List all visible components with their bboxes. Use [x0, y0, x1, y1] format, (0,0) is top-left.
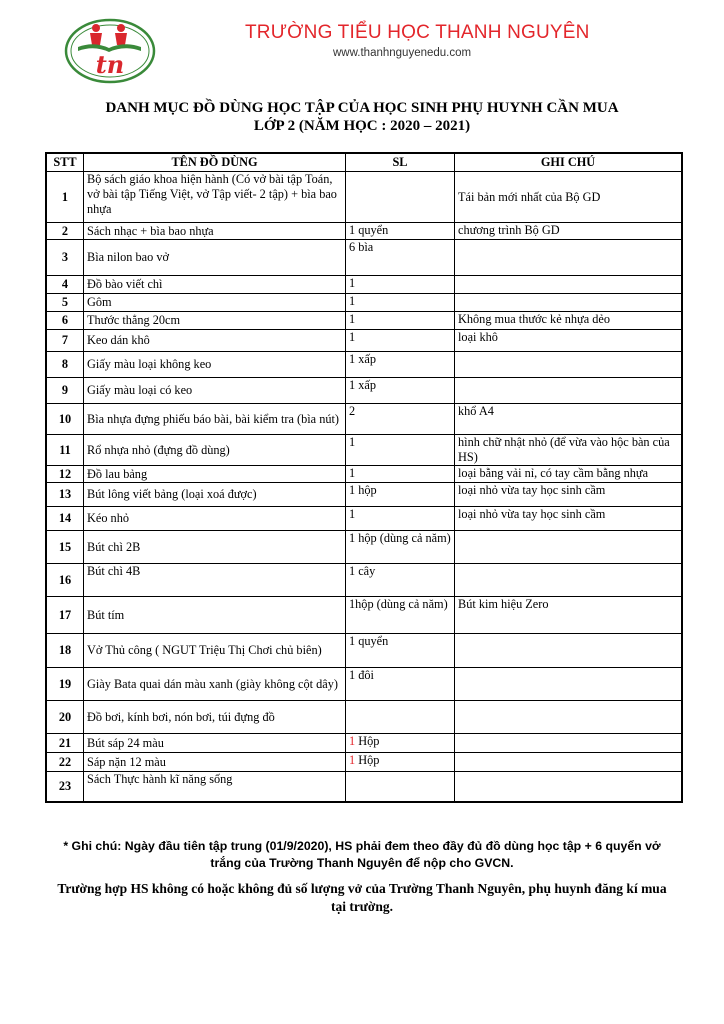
row-stt: 6 [46, 312, 84, 330]
row-note [455, 753, 683, 772]
table-row [46, 223, 682, 240]
row-note [455, 378, 683, 404]
table-row [46, 294, 682, 312]
table-row [46, 564, 682, 597]
row-sl [346, 172, 455, 223]
row-note: loại bằng vải nỉ, có tay cầm bằng nhựa [455, 466, 683, 483]
row-sl [346, 772, 455, 802]
row-stt: 10 [46, 404, 84, 435]
table-row [46, 330, 682, 352]
supplies-table [45, 152, 683, 803]
table-header-row [46, 153, 682, 172]
row-name: Sáp nặn 12 màu [84, 753, 346, 772]
header-stt: STT [46, 153, 84, 172]
row-note [455, 564, 683, 597]
row-sl: 1 [346, 435, 455, 466]
quantity-number: 1 [349, 753, 356, 767]
document-title: DANH MỤC ĐỒ DÙNG HỌC TẬP CỦA HỌC SINH PHỤ HUYNH CẦN MUA [105, 100, 619, 116]
row-sl: 1 hộp [346, 483, 455, 507]
website-link[interactable]: www.thanhnguyenedu.com [333, 47, 472, 59]
row-stt: 14 [46, 507, 84, 531]
document-subtitle: LỚP 2 (NĂM HỌC : 2020 – 2021) [253, 118, 471, 134]
table-row [46, 352, 682, 378]
row-sl: 1 cây [346, 564, 455, 597]
row-sl: 2 [346, 404, 455, 435]
row-note [455, 701, 683, 734]
row-name: Bút tím [84, 597, 346, 634]
row-sl [346, 734, 455, 753]
table-row [46, 276, 682, 294]
row-sl: 1 [346, 466, 455, 483]
row-stt: 18 [46, 634, 84, 668]
row-sl: 1hộp (dùng cả năm) [346, 597, 455, 634]
row-stt: 3 [46, 240, 84, 276]
row-sl: 1 xấp [346, 352, 455, 378]
header-name: TÊN ĐỒ DÙNG [84, 153, 346, 172]
row-name: Giày Bata quai dán màu xanh (giày không cột dây) [84, 668, 346, 701]
row-note [455, 276, 683, 294]
quantity-number: 1 [349, 734, 356, 748]
row-note [455, 240, 683, 276]
row-name: Sách nhạc + bìa bao nhựa [84, 223, 346, 240]
row-name: Đồ lau bảng [84, 466, 346, 483]
row-name: Giấy màu loại có keo [84, 378, 346, 404]
row-sl: 6 bìa [346, 240, 455, 276]
table-row [46, 240, 682, 276]
row-note [455, 668, 683, 701]
row-stt: 13 [46, 483, 84, 507]
row-name: Keo dán khô [84, 330, 346, 352]
table-row [46, 435, 682, 466]
row-stt: 11 [46, 435, 84, 466]
row-sl: 1 [346, 276, 455, 294]
row-name: Đồ bơi, kính bơi, nón bơi, túi đựng đồ [84, 701, 346, 734]
row-name: Bút chì 2B [84, 531, 346, 564]
table-row [46, 312, 682, 330]
row-sl: 1 [346, 312, 455, 330]
row-name: Bìa nhựa đựng phiếu báo bài, bài kiểm tra (bìa nút) [84, 404, 346, 435]
table-row [46, 531, 682, 564]
table-row [46, 597, 682, 634]
row-stt: 17 [46, 597, 84, 634]
row-note: Tái bản mới nhất của Bộ GD [455, 172, 683, 223]
row-note: hình chữ nhật nhỏ (để vừa vào hộc bàn của HS) [455, 435, 683, 466]
quantity-unit: Hộp [355, 734, 380, 748]
table-row [46, 668, 682, 701]
row-name: Gôm [84, 294, 346, 312]
row-note: khổ A4 [455, 404, 683, 435]
row-stt: 12 [46, 466, 84, 483]
school-name: TRƯỜNG TIỂU HỌC THANH NGUYÊN [245, 22, 590, 43]
quantity-unit: Hộp [355, 753, 380, 767]
row-sl: 1 quyển [346, 223, 455, 240]
table-row [46, 404, 682, 435]
row-sl: 1 hộp (dùng cả năm) [346, 531, 455, 564]
table-row [46, 634, 682, 668]
row-stt: 21 [46, 734, 84, 753]
row-sl: 1 [346, 330, 455, 352]
row-stt: 4 [46, 276, 84, 294]
row-note [455, 294, 683, 312]
table-row [46, 734, 682, 753]
row-stt: 20 [46, 701, 84, 734]
row-stt: 8 [46, 352, 84, 378]
row-sl: 1 [346, 294, 455, 312]
row-name: Bút chì 4B [84, 564, 346, 597]
table-row [46, 507, 682, 531]
table-row [46, 172, 682, 223]
row-stt: 5 [46, 294, 84, 312]
row-stt: 1 [46, 172, 84, 223]
row-name: Bút lông viết bảng (loại xoá được) [84, 483, 346, 507]
row-note: Bút kim hiệu Zero [455, 597, 683, 634]
row-sl: 1 [346, 507, 455, 531]
header-note: GHI CHÚ [455, 153, 683, 172]
footer-note: * Ghi chú: Ngày đầu tiên tập trung (01/9/2020), HS phải đem theo đầy đủ đồ dùng học tập + 6 quyển vở trắng của Trường Thanh Nguyên để nộp cho GVCN. [63, 839, 661, 870]
row-name: Sách Thực hành kĩ năng sống [84, 772, 346, 802]
row-name: Bìa nilon bao vở [84, 240, 346, 276]
row-note: loại nhỏ vừa tay học sinh cầm [455, 483, 683, 507]
row-name: Bộ sách giáo khoa hiện hành (Có vở bài tập Toán, vở bài tập Tiếng Việt, vở Tập viết- 2 tập) + bìa bao nhựa [84, 172, 346, 223]
row-stt: 9 [46, 378, 84, 404]
row-name: Thước thẳng 20cm [84, 312, 346, 330]
row-sl: 1 đôi [346, 668, 455, 701]
row-note [455, 772, 683, 802]
table-row [46, 466, 682, 483]
row-name: Bút sáp 24 màu [84, 734, 346, 753]
row-sl: 1 xấp [346, 378, 455, 404]
svg-text:tn: tn [95, 50, 125, 79]
row-note: Không mua thước kẻ nhựa dẻo [455, 312, 683, 330]
table-row [46, 378, 682, 404]
table-row [46, 772, 682, 802]
footer-note-purchase: Trường hợp HS không có hoặc không đủ số lượng vở của Trường Thanh Nguyên, phụ huynh đăng kí mua tại trường. [57, 881, 667, 914]
row-stt: 16 [46, 564, 84, 597]
row-stt: 15 [46, 531, 84, 564]
row-name: Đồ bào viết chì [84, 276, 346, 294]
row-name: Kéo nhỏ [84, 507, 346, 531]
table-row [46, 483, 682, 507]
table-row [46, 753, 682, 772]
row-note [455, 531, 683, 564]
school-logo [63, 15, 157, 85]
header-sl: SL [346, 153, 455, 172]
row-note [455, 352, 683, 378]
row-note: chương trình Bộ GD [455, 223, 683, 240]
row-stt: 23 [46, 772, 84, 802]
row-stt: 19 [46, 668, 84, 701]
row-stt: 22 [46, 753, 84, 772]
row-sl [346, 701, 455, 734]
row-note: loại khô [455, 330, 683, 352]
row-name: Rổ nhựa nhỏ (đựng đồ dùng) [84, 435, 346, 466]
row-stt: 2 [46, 223, 84, 240]
row-sl: 1 quyển [346, 634, 455, 668]
row-note [455, 634, 683, 668]
table-row [46, 701, 682, 734]
row-name: Giấy màu loại không keo [84, 352, 346, 378]
row-note [455, 734, 683, 753]
row-stt: 7 [46, 330, 84, 352]
row-name: Vở Thủ công ( NGUT Triệu Thị Chơi chủ biên) [84, 634, 346, 668]
row-note: loại nhỏ vừa tay học sinh cầm [455, 507, 683, 531]
row-sl [346, 753, 455, 772]
